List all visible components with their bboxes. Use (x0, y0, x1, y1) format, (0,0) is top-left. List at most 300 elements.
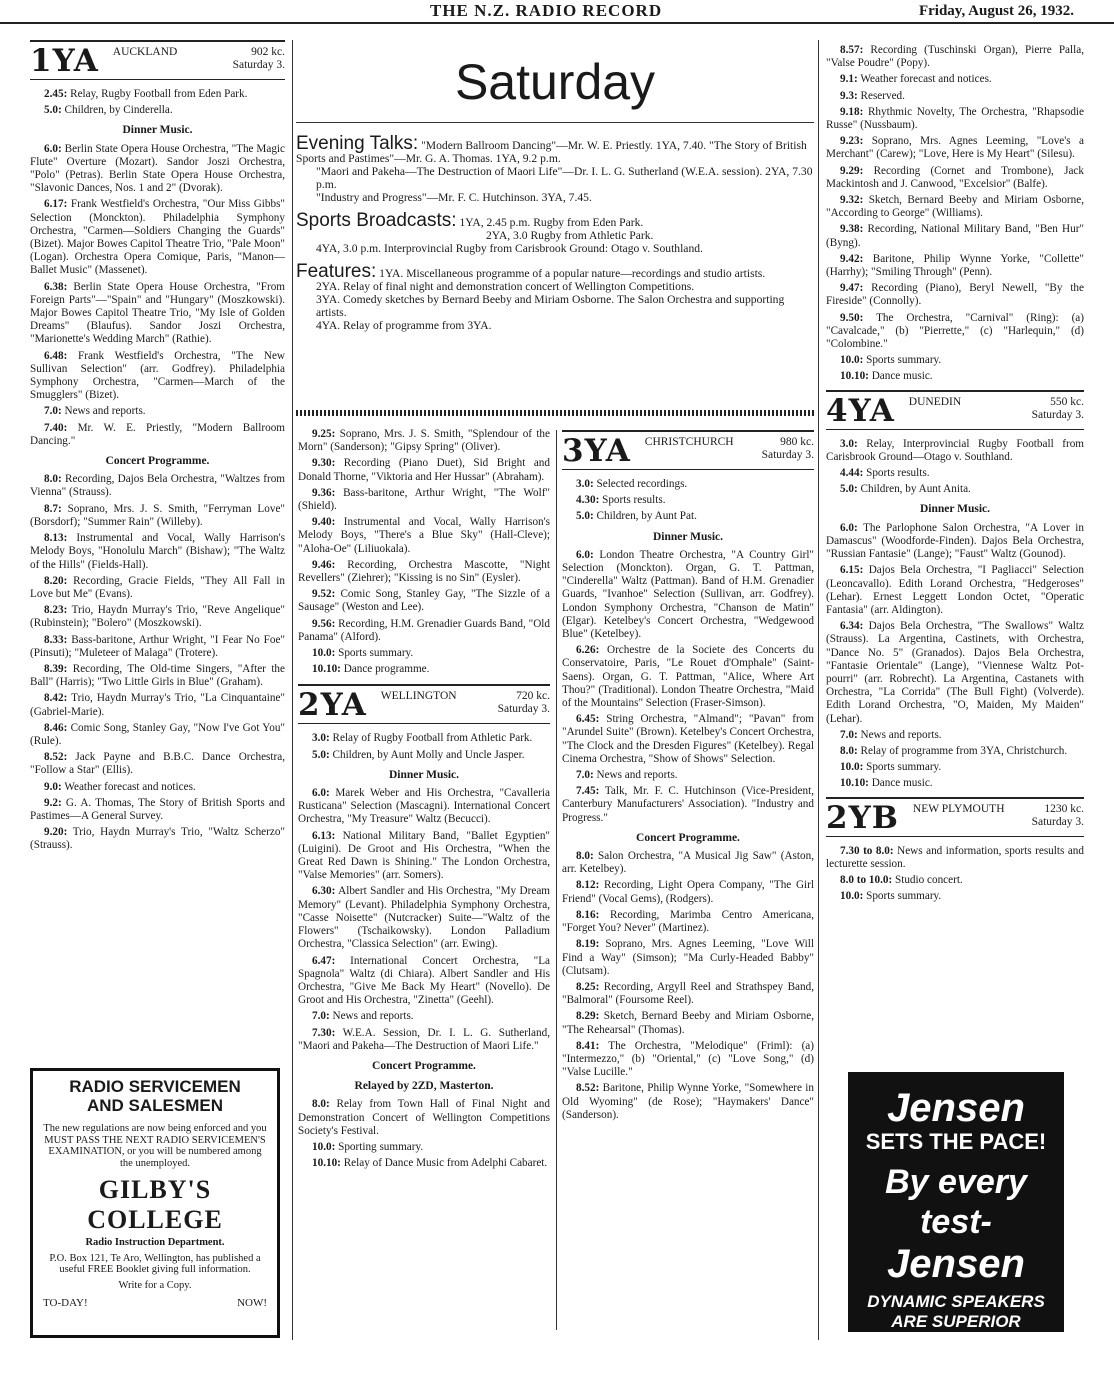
programme-item (30, 532, 285, 572)
programme-text: Selected recordings. (593, 478, 688, 490)
programme-text: Soprano, Mrs. J. S. Smith, "Splendour of the Morn" (Sanderson); "Gipsy Spring" (Oliver). (298, 428, 550, 454)
programme-time: 9.30: (312, 457, 336, 470)
programme-text: Salon Orchestra, "A Musical Jig Saw" (Aston, arr. Ketelbey). (562, 850, 814, 876)
programme-text: London Theatre Orchestra, "A Country Girl" Selection (Monckton). Organ, G. T. Pattman, "Cinderella" Waltz (Pattman). Band of H.M. Grenadier Guards, "Ivanhoe" Selection (Sullivan, arr. Godfrey). London Symphony Orchestra, "Chanson de Matin" (Elgar). Ketelbey's Concert Orchestra, "Wedgewood Blue" (Ketelbey). (562, 548, 814, 641)
programme-item (562, 1040, 814, 1080)
programme-time: 6.0: (840, 521, 858, 534)
programme-time: 5.0: (312, 748, 330, 761)
section-heading: Concert Programme. (372, 1059, 476, 1072)
programme-item (562, 938, 814, 978)
programme-list (826, 438, 1084, 791)
section-heading: Dinner Music. (388, 768, 460, 781)
programme-text: W.E.A. Session, Dr. I. L. G. Sutherland, "Maori and Pakeha—The Destruction of Maori Life." (298, 1026, 550, 1052)
college-name: GILBY'S COLLEGE (87, 1175, 223, 1234)
programme-text: Dance programme. (340, 663, 430, 676)
programme-item (30, 692, 285, 718)
programme-item (562, 644, 814, 710)
programme-text: Recording (Piano Duet), Sid Bright and Donald Thorne, "Viktoria and Her Hussar" (Abraham). (298, 457, 550, 483)
programme-item (562, 713, 814, 766)
programme-text: Relay, Rugby Football from Eden Park. (67, 88, 248, 100)
programme-text: The Orchestra, "Melodique" (Friml): (a) "Intermezzo," (b) "Oriental," (c) "Love Song," (d) "Valse Lucille." (562, 1039, 814, 1079)
programme-time: 8.0: (44, 473, 62, 486)
programme-time: 10.10: (312, 663, 341, 676)
programme-text: The Parlophone Salon Orchestra, "A Lover in Damascus" (Woodforde-Finden). Dajos Bela Orchestra, "Russian Fantasie" (Lange); "Faust" Waltz (Gounod). (826, 521, 1084, 561)
section-heading: Dinner Music. (122, 124, 193, 137)
programme-text: Mr. W. E. Priestly, "Modern Ballroom Dancing." (30, 421, 285, 447)
programme-item (826, 777, 1084, 790)
programme-text: Baritone, Philip Wynne Yorke, "Collette" (Harrhy); "Smiling Through" (Penn). (826, 252, 1084, 279)
programme-time: 8.52: (576, 1082, 600, 1095)
jensen-tagline: SETS THE PACE! (865, 1129, 1047, 1154)
programme-time: 4.30: (576, 494, 600, 507)
column-rule (818, 40, 819, 1340)
programme-item (298, 457, 550, 483)
programme-text: Instrumental and Vocal, Wally Harrison's Melody Boys, "There's a Blue Sky" (Hall-Cleve); "Aloha-Oe" (Liliuokala). (298, 516, 550, 555)
programme-text: Weather forecast and notices. (857, 73, 992, 86)
station-city: NEW PLYMOUTH (912, 802, 1005, 815)
programme-text: Recording, National Military Band, "Ben Hur" (Byng). (826, 223, 1084, 249)
column-3ya (562, 430, 814, 1125)
programme-item (30, 198, 285, 277)
programme-time: 8.19: (576, 938, 600, 951)
programme-item (298, 830, 550, 883)
programme-item (298, 487, 550, 513)
programme-time: 7.30: (312, 1026, 336, 1039)
programme-time: 7.45: (576, 785, 600, 798)
programme-text: Dance music. (868, 777, 933, 790)
programme-time: 5.0: (576, 510, 594, 523)
programme-text: Comic Song, Stanley Gay, "The Sizzle of a Sausage" (Weston and Lee). (298, 588, 550, 614)
programme-time: 8.25: (576, 980, 600, 993)
programme-item (298, 787, 550, 827)
programme-time: 9.18: (840, 105, 864, 118)
programme-item (30, 503, 285, 529)
ad-heading: RADIO SERVICEMEN (69, 1077, 241, 1096)
station-city: WELLINGTON (380, 690, 457, 703)
programme-time: 9.25: (312, 428, 336, 440)
station-header-1ya (30, 40, 285, 80)
station-frequency: 1230 kc. (1044, 802, 1084, 815)
programme-text: Relay from Town Hall of Final Night and Demonstration Concert of Wellington Competitions Society's Festival. (298, 1098, 550, 1137)
programme-item (826, 73, 1084, 86)
programme-list (826, 845, 1084, 904)
issue-date: Friday, August 26, 1932. (918, 3, 1074, 19)
programme-list (298, 732, 550, 1170)
programme-item (298, 1098, 550, 1138)
programme-text: Talk, Mr. F. C. Hutchinson (Vice-President, Canterbury Manufacturers' Association). "Industry and Progress." (562, 785, 814, 824)
programme-text: Soprano, Mrs. J. S. Smith, "Ferryman Love" (Borsdorf); "Summer Rain" (Willeby). (30, 502, 285, 528)
programme-text: Recording, H.M. Grenadier Guards Band, "Old Panama" (Alford). (298, 617, 550, 643)
station-call: 4YA (826, 392, 895, 429)
programme-text: The Orchestra, "Carnival" (Ring): (a) "Cavalcade," (b) "Pierrette," (c) "Harlequin," (d) "Colombine." (826, 311, 1084, 351)
station-frequency: 980 kc. (780, 436, 814, 448)
column-1ya (30, 40, 285, 856)
programme-text: Baritone, Philip Wynne Yorke, "Somewhere in Old Wyoming" (de Rose); "Haymakers' Dance" (Sanderson). (562, 1082, 814, 1121)
programme-time: 6.0: (576, 548, 594, 561)
programme-item (826, 135, 1084, 161)
programme-time: 8.13: (44, 532, 68, 545)
programme-item (562, 850, 814, 876)
programme-item (826, 370, 1084, 383)
station-frequency: 720 kc. (516, 690, 550, 703)
programme-item (826, 564, 1084, 617)
programme-item (30, 473, 285, 499)
programme-item (298, 885, 550, 951)
programme-time: 9.29: (840, 164, 864, 177)
programme-text: National Military Band, "Ballet Egyptien" (Luigini). De Groot and His Orchestra, "When the Great Red Dawn is Shining." The London Orchestra, "Valse Memories" (arr. Somers). (298, 829, 550, 882)
jensen-advertisement (848, 1072, 1064, 1332)
station-header-3ya (562, 430, 814, 470)
masthead (0, 0, 1114, 24)
programme-item (298, 516, 550, 556)
programme-time: 9.56: (312, 617, 336, 630)
station-day: Saturday 3. (497, 703, 550, 716)
programme-time: 6.15: (840, 564, 864, 577)
programme-item (562, 510, 814, 523)
programme-time: 8.20: (44, 574, 68, 587)
programme-time: 8.0: (576, 850, 594, 863)
programme-time: 6.47: (312, 954, 336, 967)
station-frequency: 550 kc. (1050, 395, 1084, 408)
programme-item (30, 781, 285, 794)
programme-item (826, 438, 1084, 464)
programme-item (298, 955, 550, 1008)
programme-item (826, 729, 1084, 742)
programme-time: 8.0: (840, 744, 858, 757)
programme-time: 6.0: (312, 787, 330, 800)
jensen-slogan: By every test- (885, 1163, 1027, 1241)
programme-text: Weather forecast and notices. (61, 780, 196, 793)
college-department: Radio Instruction Department. (85, 1237, 225, 1248)
publication-name: THE N.Z. RADIO RECORD (430, 1, 663, 20)
programme-text: International Concert Orchestra, "La Spagnola" Waltz (di Chiara). Albert Sandler and His Orchestra, "Give Me Back My Heart" (Novello). De Groot and His Orchestra, "Zinetta" (Geehl). (298, 954, 550, 1007)
ad-cta-right: NOW! (237, 1297, 267, 1309)
station-call: 2YA (298, 687, 367, 724)
programme-text: Relay of programme from 3YA, Christchurch. (857, 744, 1068, 757)
programme-item (298, 647, 550, 660)
programme-text: News and reports. (593, 769, 678, 782)
programme-item (826, 106, 1084, 132)
programme-text: Recording (Piano), Beryl Newell, "By the Fireside" (Connolly). (826, 282, 1084, 308)
station-call: 2YB (826, 799, 899, 836)
programme-item (826, 845, 1084, 871)
programme-item (30, 422, 285, 448)
programme-time: 9.46: (312, 558, 336, 571)
programme-item (562, 549, 814, 641)
station-city: DUNEDIN (908, 395, 962, 408)
programme-time: 9.36: (312, 486, 336, 499)
programme-item (826, 483, 1084, 496)
programme-item (562, 769, 814, 782)
programme-text: Dajos Bela Orchestra, "I Pagliacci" Selection (Leoncavallo). Edith Lorand Orchestra, "Hedgeroses" (Lehar). Ernest Leggett London Octet, "Operatic Fantasia" (arr. Aldington). (826, 564, 1084, 616)
programme-text: G. A. Thomas, The Story of British Sports and Pastimes—A General Survey. (30, 796, 285, 822)
programme-item (826, 90, 1084, 103)
programme-text: News and information, sports results and lecturette session. (826, 844, 1084, 870)
programme-item (562, 785, 814, 825)
programme-time: 9.2: (44, 796, 62, 809)
programme-text: Children, by Aunt Pat. (593, 510, 697, 523)
sports-item: 2YA, 3.0 Rugby from Athletic Park. (486, 229, 654, 242)
programme-text: Recording, Gracie Fields, "They All Fall in Love but Me" (Evans). (30, 574, 285, 600)
programme-item (562, 909, 814, 935)
column-1ya-continued (298, 428, 550, 1173)
programme-item (298, 618, 550, 644)
programme-time: 10.0: (312, 1140, 336, 1153)
features-item: 1YA. Miscellaneous programme of a popular nature—recordings and studio artists. (379, 267, 766, 280)
programme-item (298, 559, 550, 585)
college-address: P.O. Box 121, Te Aro, Wellington, has published a useful FREE Booklet giving full information. (49, 1252, 261, 1275)
programme-item (826, 874, 1084, 887)
programme-text: Frank Westfield's Orchestra, "Our Miss Gibbs" Selection (Monckton). Philadelphia Symphony Orchestra, "Carmen—Soldiers Changing the Guards" (Bizet). Major Bowes Capitol Theatre Trio, "Pale Moon" (Logan). Orchestra Opera Comique, Paris, "Manon—Ballet Music" (Massenet). (30, 198, 285, 277)
station-header-2yb (826, 797, 1084, 837)
programme-time: 7.0: (312, 1010, 330, 1023)
programme-item (562, 1082, 814, 1122)
programme-time: 8.42: (44, 692, 68, 705)
programme-time: 9.50: (840, 311, 864, 324)
section-heading: Dinner Music. (652, 530, 724, 543)
programme-item (826, 223, 1084, 249)
programme-text: Bass-baritone, Arthur Wright, "I Fear No Foe" (Pinsuti); "Muleteer of Malaga" (Trotere). (30, 633, 285, 659)
programme-list (30, 88, 285, 853)
programme-time: 3.0: (840, 437, 858, 450)
station-call: 3YA (562, 433, 631, 469)
programme-time: 10.0: (840, 761, 864, 774)
programme-time: 6.13: (312, 829, 336, 842)
programme-time: 10.0: (312, 647, 336, 660)
programme-time: 7.0: (840, 728, 858, 741)
programme-time: 6.0: (44, 142, 62, 155)
programme-item (298, 1157, 550, 1170)
programme-time: 9.3: (840, 89, 858, 102)
programme-text: Sports summary. (335, 647, 414, 660)
programme-item (826, 467, 1084, 480)
programme-time: 6.34: (840, 620, 864, 633)
programme-time: 8.16: (576, 908, 600, 921)
programme-item (30, 405, 285, 418)
station-city: AUCKLAND (112, 46, 178, 58)
station-header-2ya (298, 684, 550, 724)
programme-item (826, 522, 1084, 562)
programme-text: Studio concert. (892, 873, 963, 886)
programme-time: 8.29: (576, 1010, 600, 1023)
programme-item (298, 1027, 550, 1053)
programme-item (826, 165, 1084, 191)
programme-text: News and reports. (61, 405, 146, 418)
programme-time: 6.45: (576, 713, 600, 726)
jensen-logo: Jensen (887, 1086, 1025, 1130)
programme-item (826, 312, 1084, 352)
programme-item (30, 350, 285, 403)
sports-heading: Sports Broadcasts: (296, 210, 457, 231)
programme-time: 6.48: (44, 349, 68, 362)
programme-list (562, 478, 814, 1122)
programme-text: Jack Payne and B.B.C. Dance Orchestra, "Follow a Star" (Ellis). (30, 751, 285, 777)
station-day: Saturday 3. (1031, 408, 1084, 421)
programme-text: Sports summary. (863, 354, 942, 367)
programme-time: 7.40: (44, 421, 68, 434)
programme-time: 2.45: (44, 88, 68, 100)
programme-item (298, 428, 550, 454)
jensen-claim: ARE SUPERIOR (891, 1312, 1021, 1331)
station-header-4ya (826, 390, 1084, 430)
programme-item (30, 751, 285, 777)
programme-item (30, 281, 285, 347)
section-heading: Relayed by 2ZD, Masterton. (354, 1080, 494, 1093)
section-heading: Concert Programme. (636, 831, 740, 844)
column-rule (556, 430, 557, 1330)
programme-item (562, 494, 814, 507)
column-rule (292, 40, 293, 1340)
programme-item (562, 981, 814, 1007)
section-heading: Concert Programme. (105, 455, 210, 468)
programme-item (298, 1010, 550, 1023)
programme-text: News and reports. (329, 1010, 414, 1023)
programme-item (298, 663, 550, 676)
programme-time: 9.1: (840, 73, 858, 86)
features-item: 4YA. Relay of programme from 3YA. (316, 319, 492, 332)
programme-time: 10.10: (840, 777, 869, 790)
programme-text: Relay, Interprovincial Rugby Football from Carisbrook Ground—Otago v. Southland. (826, 437, 1084, 463)
programme-text: Recording, Light Opera Company, "The Girl Friend" (Vocal Gems), (Rodgers). (562, 879, 814, 905)
programme-text: Children, by Cinderella. (61, 104, 173, 117)
programme-list (298, 428, 550, 676)
programme-time: 7.30 to 8.0: (840, 844, 894, 857)
programme-item (826, 761, 1084, 774)
programme-text: Sketch, Bernard Beeby and Miriam Osborne, "According to George" (Williams). (826, 194, 1084, 220)
ad-cta-left: TO-DAY! (43, 1297, 88, 1309)
programme-item (826, 44, 1084, 70)
programme-text: Berlin State Opera House Orchestra, "From Foreign Parts"—"Spain" and "Hungary" (Moszkowski). Major Bowes Capitol Theatre Trio, "My Isle of Golden Dreams" (Blaufus). Sandor Joszi Orchestra, "Marionette's Wedding March" (Rathie). (30, 280, 285, 346)
programme-text: Dajos Bela Orchestra, "The Swallows" Waltz (Strauss). La Argentina, Castinets, with Orchestra, "Dance No. 5" (Granados). Dajos Bela Orchestra, "Fantasie Orientale" (Lange), "Viennese Waltz Pot-pourri" (arr. Robrecht). La Argentina, Castanets with Orchestra, "La Corrida" (The Bull Fight) (Volverde). Edith Lorand Orchestra, "O, Maiden, My Maiden" (Lehar). (826, 620, 1084, 725)
programme-time: 6.26: (576, 644, 600, 657)
station-day: Saturday 3. (1031, 815, 1084, 828)
programme-text: Recording (Cornet and Trombone), Jack Mackintosh and J. Canwood, "Excelsior" (Balfe). (826, 164, 1084, 190)
programme-time: 6.30: (312, 885, 336, 898)
programme-text: Sports summary. (863, 890, 942, 903)
programme-time: 3.0: (312, 732, 330, 745)
programme-text: Sketch, Bernard Beeby and Miriam Osborne, "The Rehearsal" (Thomas). (562, 1010, 814, 1036)
programme-item (30, 826, 285, 852)
programme-time: 3.0: (576, 478, 594, 490)
programme-text: Soprano, Mrs. Agnes Leeming, "Love Will Find a Way" (Simson); "Ma Curly-Headed Babby" (Clutsam). (562, 938, 814, 977)
programme-item (826, 282, 1084, 308)
programme-text: Children, by Aunt Anita. (857, 483, 971, 496)
page-title: Saturday (454, 54, 656, 110)
programme-text: Frank Westfield's Orchestra, "The New Sullivan Selection" (arr. Godfrey). Philadelphia Symphony Orchestra, "Carmen—March of the Smugglers" (Bizet). (30, 349, 285, 402)
programme-text: Trio, Haydn Murray's Trio, "Reve Angelique" (Rubinstein); "Bolero" (Moszkowski). (30, 604, 285, 630)
programme-text: Children, by Aunt Molly and Uncle Jasper. (329, 748, 525, 761)
station-day: Saturday 3. (232, 59, 285, 71)
programme-text: Relay of Dance Music from Adelphi Cabaret. (340, 1157, 548, 1170)
programme-time: 8.52: (44, 751, 68, 764)
programme-item (30, 634, 285, 660)
programme-text: Recording, Orchestra Mascotte, "Night Revellers" (Ziehrer); "Kissing is no Sin" (Eysler). (298, 558, 550, 585)
programme-item (826, 745, 1084, 758)
column-3ya-continued (826, 44, 1084, 906)
programme-time: 8.39: (44, 662, 68, 675)
programme-time: 9.42: (840, 252, 864, 265)
section-heading: Dinner Music. (919, 503, 991, 516)
sports-item: 4YA, 3.0 p.m. Interprovincial Rugby from Carisbrook Ground: Otago v. Southland. (316, 242, 703, 255)
programme-text: Soprano, Mrs. Agnes Leeming, "Love's a Merchant" (Carew); "Love, Here is My Heart" (Silesu). (826, 135, 1084, 161)
programme-time: 10.10: (312, 1157, 341, 1170)
programme-time: 9.38: (840, 223, 864, 236)
programme-time: 9.52: (312, 588, 336, 601)
programme-item (298, 732, 550, 745)
college-advertisement (30, 1068, 280, 1338)
programme-text: Sports results. (863, 467, 930, 480)
jensen-claim: DYNAMIC SPEAKERS (867, 1292, 1045, 1311)
programme-time: 10.10: (840, 370, 869, 383)
programme-item (562, 1010, 814, 1036)
programme-text: Instrumental and Vocal, Wally Harrison's Melody Boys, "Honolulu March" (Bishaw); "The Waltz of the Hills" (Fields-Hall). (30, 532, 285, 571)
programme-text: String Orchestra, "Almand"; "Pavan" from "Arundel Suite" (Brown). Ketelbey's Concert Orchestra, "The Clock and the Dresden Figures" (Ketelbey). Regal Cinema Orchestra, "Show of Shows" Selection. (562, 713, 814, 765)
programme-time: 8.57: (840, 44, 864, 56)
programme-text: Recording, Argyll Reel and Strathspey Band, "Balmoral" (Foursome Reel). (562, 980, 814, 1007)
programme-time: 6.17: (44, 198, 68, 211)
programme-time: 4.44: (840, 467, 864, 480)
programme-time: 8.23: (44, 604, 68, 617)
station-frequency: 902 kc. (251, 46, 285, 58)
programme-time: 9.40: (312, 516, 336, 529)
programme-time: 9.0: (44, 780, 62, 793)
programme-item (826, 620, 1084, 726)
programme-item (562, 478, 814, 491)
programme-item (826, 253, 1084, 279)
programme-text: Bass-baritone, Arthur Wright, "The Wolf" (Shield). (298, 486, 550, 513)
talks-item: "Modern Ballroom Dancing"—Mr. W. E. Priestly. 1YA, 7.40. "The Story of British Sports and Pastimes"—Mr. G. A. Thomas. 1YA, 9.2 p.m. (296, 139, 807, 165)
station-city: CHRISTCHURCH (644, 436, 734, 448)
programme-item (826, 890, 1084, 903)
ad-cta: Write for a Copy. (118, 1279, 192, 1291)
programme-text: Dance music. (868, 370, 933, 383)
jensen-logo: Jensen (887, 1242, 1025, 1286)
highlights-box (296, 122, 814, 332)
programme-item (30, 663, 285, 689)
programme-text: Marek Weber and His Orchestra, "Cavalleria Rusticana" Selection (Mascagni). International Concert Orchestra, "My Treasure" Waltz (Becucci). (298, 787, 550, 826)
programme-text: Sports results. (599, 494, 666, 507)
programme-item (562, 879, 814, 905)
programme-text: Recording (Tuschinski Organ), Pierre Palla, "Valse Poudre" (Popy). (826, 44, 1084, 70)
programme-text: Recording, The Old-time Singers, "After the Ball" (Harris); "Two Little Girls in Blue" (Graham). (30, 662, 285, 689)
programme-text: Sporting summary. (335, 1140, 424, 1153)
programme-item (826, 194, 1084, 220)
station-call: 1YA (30, 43, 99, 79)
programme-text: Albert Sandler and His Orchestra, "My Dream Memory" (Levant). Philadelphia Symphony Orchestra, "Casse Noisette" (Nutcracker) Suite—"Waltz of the Flowers" (Tschaikowsky). London Palladium Orchestra, "Classica Selection" (arr. Ewing). (298, 885, 550, 951)
programme-item (826, 354, 1084, 367)
station-day: Saturday 3. (761, 449, 814, 461)
programme-item (298, 749, 550, 762)
programme-text: News and reports. (857, 728, 942, 741)
programme-time: 6.38: (44, 280, 68, 293)
programme-time: 8.0: (312, 1098, 330, 1111)
programme-item (30, 722, 285, 748)
programme-text: Orchestre de la Societe des Concerts du Conservatoire, Paris, "Le Rouet d'Omphale" (Saint-Saens). Organ, G. T. Pattman, "Alice, Where Art Thou?" (Traditional). London Theatre Orchestra, "Maid of the Mountains" Selection (Fraser-Simson). (562, 644, 814, 710)
programme-time: 5.0: (840, 483, 858, 496)
programme-text: Trio, Haydn Murray's Trio, "La Cinquantaine" (Gabriel-Marie). (30, 692, 285, 718)
programme-time: 5.0: (44, 104, 62, 117)
programme-item (30, 797, 285, 823)
programme-item (30, 575, 285, 601)
programme-text: Relay of Rugby Football from Athletic Park. (329, 732, 533, 745)
programme-text: Trio, Haydn Murray's Trio, "Waltz Scherzo" (Strauss). (30, 826, 285, 852)
programme-time: 10.0: (840, 890, 864, 903)
programme-time: 8.7: (44, 502, 62, 515)
sports-item: 1YA, 2.45 p.m. Rugby from Eden Park. (459, 216, 644, 229)
programme-time: 8.41: (576, 1039, 600, 1052)
programme-time: 8.12: (576, 879, 600, 892)
programme-time: 10.0: (840, 354, 864, 367)
